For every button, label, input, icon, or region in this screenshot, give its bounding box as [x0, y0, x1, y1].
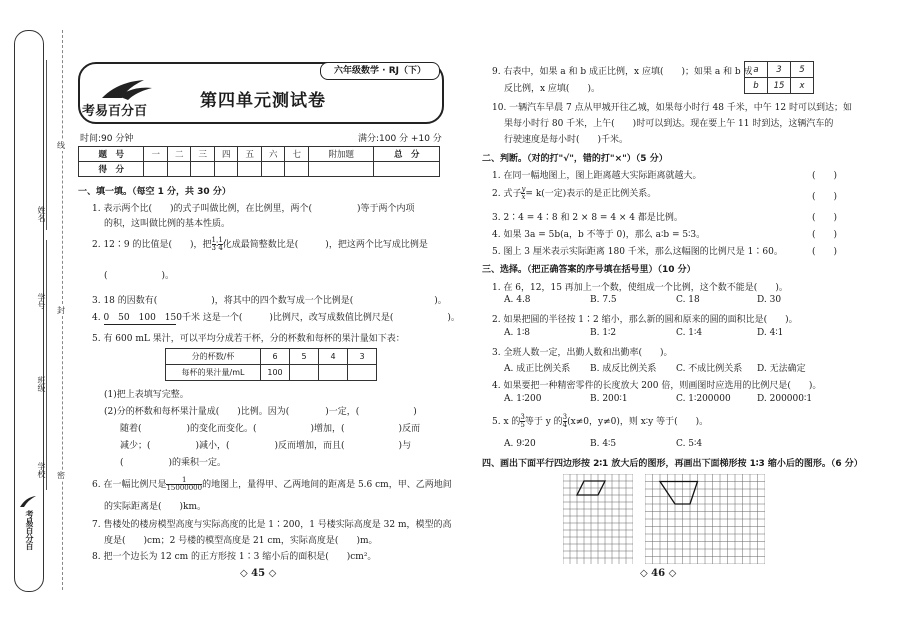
school-label: 学校 — [37, 462, 46, 478]
choice-3-option-c: C. 不成比例关系 — [676, 364, 743, 374]
page-number-right: ◇ 46 ◇ — [640, 568, 677, 579]
choice-4-option-b: B. 200∶1 — [590, 394, 628, 404]
fraction-denominator: 4 — [562, 421, 568, 429]
choice-5-option-b: B. 4∶5 — [590, 439, 617, 449]
judge-3: 3. 2∶4 = 4∶8 和 2 × 8 = 4 × 4 都是比例。 — [492, 213, 683, 223]
choice-5-text-c: (x≠0，y≠0)，则 x∶y 等于( )。 — [567, 417, 709, 427]
strip-logo-icon — [18, 495, 38, 509]
table-cell: x — [791, 78, 814, 94]
cut-label-3: 密 — [57, 471, 65, 480]
score-cell[interactable] — [261, 162, 285, 177]
section-4-heading: 四、画出下面平行四边形按 2∶1 放大后的图形，再画出下面梯形按 1∶3 缩小后的图形。（6 分） — [482, 459, 863, 469]
judge-2-text-a: 2. 式子 — [492, 189, 522, 199]
choice-4-option-c: C. 1∶200000 — [676, 394, 731, 404]
drawing-grid-trapezoid[interactable] — [645, 474, 765, 564]
grid-trapezoid-svg — [645, 474, 765, 564]
score-cell[interactable] — [214, 162, 238, 177]
name-line — [46, 60, 47, 230]
table-cell: 5 — [791, 62, 814, 78]
judge-1: 1. 在同一幅地图上，图上距离越大实际距离就越大。 — [492, 171, 702, 181]
choice-3-option-a: A. 成正比例关系 — [504, 364, 571, 374]
choice-5-text-a: 5. x 的 — [492, 417, 521, 427]
score-header: 题 号 — [79, 147, 144, 162]
choice-1-option-d: D. 30 — [757, 295, 782, 305]
page-number-left: ◇ 45 ◇ — [240, 568, 277, 579]
score-header: 三 — [191, 147, 215, 162]
q2-text-a: 2. 12∶9 的比值是( )，把 — [92, 240, 212, 250]
q2-ratio-sign: ∶ — [215, 240, 219, 250]
choice-4-option-a: A. 1∶200 — [504, 394, 542, 404]
answer-cell[interactable] — [290, 365, 319, 381]
q6-line2: 的实际距离是( )km。 — [104, 502, 207, 512]
table-cell: 4 — [319, 349, 348, 365]
judge-4: 4. 如果 3a = 5b(a，b 不等于 0)，那么 a∶b = 5∶3。 — [492, 230, 706, 240]
q5-part2-line2: 随着( )的变化而变化。( )增加，( )反而 — [120, 424, 421, 434]
brand-name: 考易百分百 — [82, 104, 148, 119]
section-1-heading: 一、填一填。（每空 1 分，共 30 分） — [78, 187, 231, 197]
q6-text-b: 的地图上，量得甲、乙两地间的距离是 5.6 cm，甲、乙两地间 — [202, 480, 452, 490]
score-cell[interactable] — [167, 162, 191, 177]
strip-brand: 考易百分百 — [25, 510, 34, 550]
fraction-denominator: 15000000 — [166, 484, 203, 492]
name-label: 姓名 — [37, 206, 46, 222]
juice-table — [165, 348, 377, 381]
score-header: 五 — [238, 147, 262, 162]
answer-cell[interactable] — [348, 365, 377, 381]
choice-2: 2. 如果把圆的半径按 1∶2 缩小，那么新的圆和原来的圆的面积比是( )。 — [492, 315, 798, 325]
q6-scale-fraction — [166, 477, 202, 492]
id-label: 学号 — [37, 293, 46, 309]
table-cell: a — [745, 62, 768, 78]
q7-line2: 度是( )cm；2 号楼的模型高度是 21 cm，实际高度是( )m。 — [104, 536, 378, 546]
choice-5 — [492, 414, 708, 429]
choice-2-option-b: B. 1∶2 — [590, 328, 617, 338]
grid-parallelogram-svg — [563, 474, 633, 564]
table-cell: 15 — [768, 78, 791, 94]
q10-line1: 10. 一辆汽车早晨 7 点从甲城开往乙城，如果每小时行 48 千米，中午 12 时可以到达；如 — [492, 103, 852, 113]
q5-part2-line1: (2)分的杯数和每杯果汁量成( )比例。因为( )一定，( ) — [104, 407, 417, 417]
fraction-numerator: y — [521, 185, 526, 193]
cut-label-2: 封 — [57, 306, 65, 315]
choice-1-option-b: B. 7.5 — [590, 295, 617, 305]
choice-2-option-a: A. 1∶8 — [504, 328, 531, 338]
choice-2-option-d: D. 4∶1 — [757, 328, 784, 338]
q3: 3. 18 的因数有( )，将其中的四个数写成一个比例是( )。 — [92, 296, 447, 306]
score-cell[interactable] — [238, 162, 262, 177]
table-cell: 100 — [261, 365, 290, 381]
table-header: 分的杯数/杯 — [166, 349, 261, 365]
score-header: 一 — [144, 147, 168, 162]
q8: 8. 把一个边长为 12 cm 的正方形按 1∶3 缩小后的面积是( )cm²。 — [92, 552, 377, 562]
q2-text-b: 化成最简整数比是( )，把这两个比写成比例是 — [222, 240, 428, 250]
score-cell[interactable] — [191, 162, 215, 177]
q7-line1: 7. 售楼处的楼房模型高度与实际高度的比是 1∶200，1 号楼实际高度是 32 m，模型的高 — [92, 520, 452, 530]
q5-part1: (1)把上表填写完整。 — [104, 390, 189, 400]
q2-line2: ( )。 — [104, 271, 175, 281]
score-header: 四 — [214, 147, 238, 162]
table-cell: 6 — [261, 349, 290, 365]
q6-line1 — [92, 477, 452, 492]
page-title: 第四单元测试卷 — [200, 91, 326, 111]
q1-line1: 1. 表示两个比( )的式子叫做比例，在比例里，两个( )等于两个内项 — [92, 204, 415, 214]
choice-2-option-c: C. 1∶4 — [676, 328, 703, 338]
drawing-grid-parallelogram[interactable] — [563, 474, 633, 564]
time-limit: 时间:90 分钟 — [80, 134, 134, 144]
ab-table — [744, 61, 814, 94]
judge-2 — [492, 186, 656, 201]
fraction-denominator: 3 — [211, 244, 216, 252]
class-label: 班级 — [37, 376, 46, 392]
choice-3-option-d: D. 无法确定 — [757, 364, 806, 374]
fraction-numerator: 1 — [218, 236, 223, 244]
choice-4: 4. 如果要把一种精密零件的长度放大 200 倍，则画图时应选用的比例尺是( )。 — [492, 381, 822, 391]
score-header: 二 — [167, 147, 191, 162]
q5-part2-line4: ( )的乘积一定。 — [120, 458, 227, 468]
score-cell[interactable] — [374, 162, 440, 177]
q2-line1 — [92, 237, 428, 252]
choice-1-option-a: A. 4.8 — [504, 295, 531, 305]
fraction-denominator: 4 — [218, 244, 223, 252]
score-header: 总 分 — [374, 147, 440, 162]
score-label: 得 分 — [79, 162, 144, 177]
q10-line2: 果每小时行 80 千米，上午( )时可以到达。现在要上午 11 时到达，这辆汽车的 — [504, 119, 834, 129]
fraction-numerator: 3 — [520, 413, 525, 421]
judge-5: 5. 图上 3 厘米表示实际距离 180 千米，那么这幅图的比例尺是 1∶60。 — [492, 247, 783, 257]
full-score: 满分:100 分 +10 分 — [358, 134, 442, 144]
choice-3-option-b: B. 成反比例关系 — [590, 364, 657, 374]
grade-tag: 六年级数学 · RJ（下） — [320, 62, 440, 80]
fraction-numerator: 1 — [166, 477, 202, 485]
score-table — [78, 146, 440, 177]
table-cell: 3 — [348, 349, 377, 365]
section-3-heading: 三、选择。（把正确答案的序号填在括号里）（10 分） — [482, 265, 696, 275]
q9-line1: 9. 右表中，如果 a 和 b 成正比例，x 应填( )；如果 a 和 b 成 — [492, 67, 753, 77]
judge-3-answer[interactable]: ( ) — [812, 213, 838, 223]
fraction-numerator: 3 — [562, 413, 568, 421]
choice-4-option-d: D. 200000∶1 — [757, 394, 813, 404]
cut-label-1: 线 — [57, 141, 65, 150]
choice-1-option-c: C. 18 — [676, 295, 700, 305]
q1-line2: 的积，这叫做比例的基本性质。 — [104, 219, 231, 229]
fraction-denominator: 5 — [520, 421, 525, 429]
table-cell: 5 — [290, 349, 319, 365]
judge-1-answer[interactable]: ( ) — [812, 171, 838, 181]
judge-4-answer[interactable]: ( ) — [812, 230, 838, 240]
score-cell[interactable] — [144, 162, 168, 177]
table-header: 每杯的果汁量/mL — [166, 365, 261, 381]
fraction-denominator: x — [521, 193, 526, 201]
choice-5-text-b: 等于 y 的 — [524, 417, 563, 427]
score-cell[interactable] — [308, 162, 373, 177]
choice-1: 1. 在 6，12，15 再加上一个数，使组成一个比例，这个数不能是( )。 — [492, 283, 788, 293]
score-header: 七 — [285, 147, 309, 162]
table-cell: b — [745, 78, 768, 94]
score-cell[interactable] — [285, 162, 309, 177]
choice-5-option-c: C. 5∶4 — [676, 439, 703, 449]
answer-cell[interactable] — [319, 365, 348, 381]
choice-5-option-a: A. 9∶20 — [504, 439, 536, 449]
choice-3: 3. 全班人数一定，出勤人数和出勤率( )。 — [492, 348, 673, 358]
trapezoid-shape — [660, 482, 698, 505]
section-2-heading: 二、判断。（对的打"√"，错的打"×"）（5 分） — [482, 154, 668, 164]
q10-line3: 行驶速度是每小时( )千米。 — [504, 135, 629, 145]
q4: 4. 0 50 100 150千米 这是一个( )比例尺，改写成数值比例尺是( )。 — [92, 313, 460, 323]
judge-2-text-b: = k(一定)表示的是正比例关系。 — [525, 189, 657, 199]
score-header: 六 — [261, 147, 285, 162]
q5-part2-line3: 减少；( )减小，( )反而增加，而且( )与 — [120, 441, 412, 451]
q5: 5. 有 600 mL 果汁，可以平均分成若干杯，分的杯数和每杯的果汁量如下表： — [92, 334, 405, 344]
fraction-numerator: 1 — [211, 236, 216, 244]
q9-line2: 反比例，x 应填( )。 — [504, 84, 600, 94]
judge-5-answer[interactable]: ( ) — [812, 247, 838, 257]
judge-2-answer[interactable]: ( ) — [812, 192, 838, 202]
q6-text-a: 6. 在一幅比例尺是 — [92, 480, 167, 490]
score-header: 附加题 — [308, 147, 373, 162]
table-cell: 3 — [768, 62, 791, 78]
